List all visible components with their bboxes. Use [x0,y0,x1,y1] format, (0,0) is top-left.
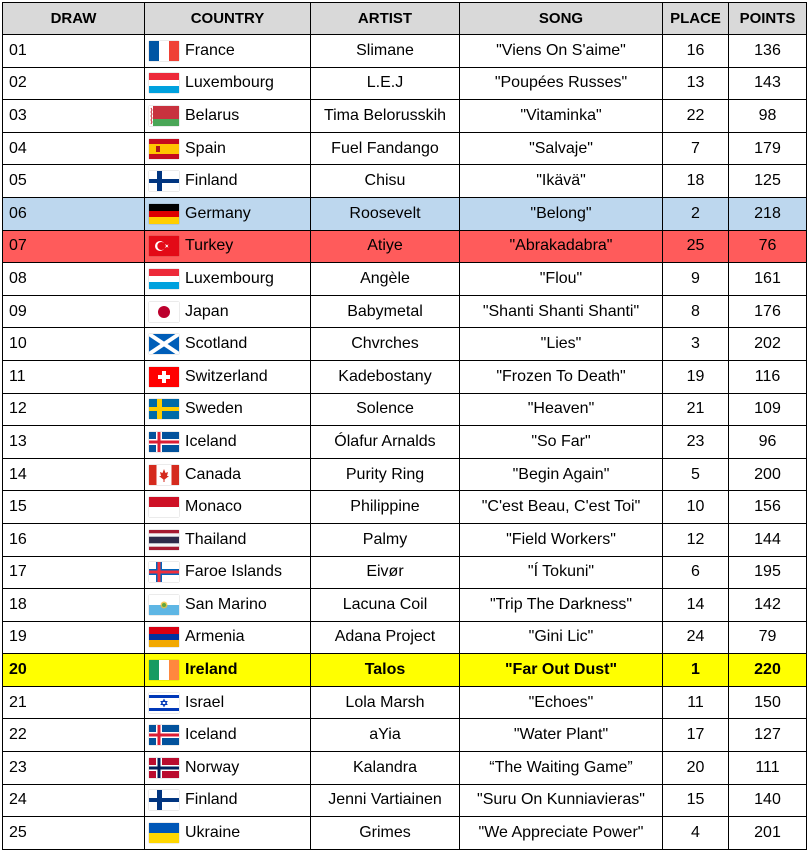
song-cell: "Echoes" [460,686,663,719]
draw-cell: 23 [3,752,145,785]
place-cell: 20 [663,752,729,785]
draw-cell: 01 [3,35,145,68]
table-row [3,67,807,100]
points-cell: 176 [729,295,807,328]
country-cell [145,328,311,361]
country-cell [145,654,311,687]
song-cell: "Begin Again" [460,458,663,491]
japan-flag-icon [149,302,179,322]
country-name: Armenia [185,628,245,646]
finland-flag-icon [149,171,179,191]
country-cell [145,426,311,459]
points-cell: 161 [729,263,807,296]
country-cell [145,719,311,752]
artist-cell: Eivør [311,556,460,589]
country-cell [145,621,311,654]
san-marino-flag-icon [149,595,179,615]
place-cell: 16 [663,35,729,68]
faroe-islands-flag-icon [149,562,179,582]
artist-cell: Palmy [311,523,460,556]
points-cell: 202 [729,328,807,361]
table-row [3,426,807,459]
country-cell [145,67,311,100]
artist-cell: Tima Belorusskih [311,100,460,133]
country-name: Norway [185,758,240,776]
draw-cell: 19 [3,621,145,654]
country-cell [145,132,311,165]
country-cell [145,523,311,556]
song-cell: "Viens On S'aime" [460,35,663,68]
table-row [3,100,807,133]
place-cell: 2 [663,197,729,230]
draw-cell: 22 [3,719,145,752]
draw-cell: 17 [3,556,145,589]
draw-cell: 18 [3,589,145,622]
country-cell [145,100,311,133]
place-cell: 19 [663,360,729,393]
switzerland-flag-icon [149,367,179,387]
artist-cell: Fuel Fandango [311,132,460,165]
place-cell: 22 [663,100,729,133]
ireland-flag-icon [149,660,179,680]
draw-cell: 16 [3,523,145,556]
spain-flag-icon [149,139,179,159]
header-country[interactable]: COUNTRY [145,3,311,35]
country-name: Turkey [185,237,234,255]
canada-flag-icon [149,465,179,485]
country-cell [145,458,311,491]
country-name: Finland [185,791,238,809]
song-cell: "Salvaje" [460,132,663,165]
song-cell: "Suru On Kunniavieras" [460,784,663,817]
table-row [3,230,807,263]
artist-cell: Kadebostany [311,360,460,393]
points-cell: 143 [729,67,807,100]
table-row [3,295,807,328]
place-cell: 8 [663,295,729,328]
artist-cell: Chisu [311,165,460,198]
thailand-flag-icon [149,530,179,550]
points-cell: 111 [729,752,807,785]
country-name: Spain [185,139,226,157]
draw-cell: 14 [3,458,145,491]
place-cell: 14 [663,589,729,622]
draw-cell: 09 [3,295,145,328]
points-cell: 136 [729,35,807,68]
iceland-flag-icon [149,432,179,452]
table-row [3,556,807,589]
table-row [3,817,807,850]
table-row [3,752,807,785]
place-cell: 25 [663,230,729,263]
armenia-flag-icon [149,627,179,647]
song-cell: "Gini Lic" [460,621,663,654]
country-name: Luxembourg [185,74,274,92]
place-cell: 5 [663,458,729,491]
header-points[interactable]: POINTS [729,3,807,35]
country-cell [145,295,311,328]
country-name: Thailand [185,530,247,548]
song-cell: "Trip The Darkness" [460,589,663,622]
country-cell [145,165,311,198]
song-cell: "Flou" [460,263,663,296]
place-cell: 12 [663,523,729,556]
artist-cell: Roosevelt [311,197,460,230]
song-cell: "Frozen To Death" [460,360,663,393]
table-row [3,328,807,361]
country-name: San Marino [185,595,267,613]
table-row [3,686,807,719]
ukraine-flag-icon [149,823,179,843]
place-cell: 13 [663,67,729,100]
country-name: Luxembourg [185,269,274,287]
monaco-flag-icon [149,497,179,517]
country-cell [145,589,311,622]
header-draw[interactable]: DRAW [3,3,145,35]
points-cell: 125 [729,165,807,198]
country-cell [145,784,311,817]
points-cell: 127 [729,719,807,752]
song-cell: "Vitaminka" [460,100,663,133]
country-name: Germany [185,204,251,222]
place-cell: 23 [663,426,729,459]
artist-cell: L.E.J [311,67,460,100]
artist-cell: Babymetal [311,295,460,328]
artist-cell: Philippine [311,491,460,524]
song-cell: "Heaven" [460,393,663,426]
country-cell [145,197,311,230]
artist-cell: Chvrches [311,328,460,361]
song-cell: "Abrakadabra" [460,230,663,263]
draw-cell: 05 [3,165,145,198]
place-cell: 3 [663,328,729,361]
belarus-flag-icon [149,106,179,126]
draw-cell: 21 [3,686,145,719]
country-name: Switzerland [185,367,268,385]
artist-cell: Atiye [311,230,460,263]
artist-cell: Lacuna Coil [311,589,460,622]
draw-cell: 13 [3,426,145,459]
table-row [3,621,807,654]
table-row [3,165,807,198]
song-cell: "Í Tokuni" [460,556,663,589]
israel-flag-icon [149,693,179,713]
song-cell: "Field Workers" [460,523,663,556]
points-cell: 150 [729,686,807,719]
table-row [3,654,807,687]
draw-cell: 10 [3,328,145,361]
song-cell: "Water Plant" [460,719,663,752]
artist-cell: Purity Ring [311,458,460,491]
points-cell: 201 [729,817,807,850]
luxembourg-flag-icon [149,269,179,289]
place-cell: 7 [663,132,729,165]
iceland-flag-icon [149,725,179,745]
points-cell: 140 [729,784,807,817]
country-name: Iceland [185,432,237,450]
place-cell: 21 [663,393,729,426]
place-cell: 24 [663,621,729,654]
country-cell [145,230,311,263]
song-cell: "C'est Beau, C'est Toi" [460,491,663,524]
country-name: Faroe Islands [185,563,282,581]
song-cell: "Lies" [460,328,663,361]
finland-flag-icon [149,790,179,810]
artist-cell: Kalandra [311,752,460,785]
song-cell: "So Far" [460,426,663,459]
country-name: Ireland [185,661,238,679]
country-cell [145,686,311,719]
artist-cell: Slimane [311,35,460,68]
table-row [3,523,807,556]
sweden-flag-icon [149,399,179,419]
country-cell [145,360,311,393]
points-cell: 144 [729,523,807,556]
table-row [3,393,807,426]
country-name: Sweden [185,400,243,418]
country-cell [145,35,311,68]
country-cell [145,263,311,296]
points-cell: 142 [729,589,807,622]
table-row [3,458,807,491]
artist-cell: Jenni Vartiainen [311,784,460,817]
draw-cell: 03 [3,100,145,133]
header-row [3,3,807,35]
header-place[interactable]: PLACE [663,3,729,35]
points-cell: 218 [729,197,807,230]
points-cell: 96 [729,426,807,459]
artist-cell: aYia [311,719,460,752]
country-cell [145,817,311,850]
draw-cell: 25 [3,817,145,850]
points-cell: 109 [729,393,807,426]
draw-cell: 02 [3,67,145,100]
points-cell: 98 [729,100,807,133]
place-cell: 10 [663,491,729,524]
song-cell: “The Waiting Game” [460,752,663,785]
song-cell: "We Appreciate Power" [460,817,663,850]
artist-cell: Grimes [311,817,460,850]
table-row [3,132,807,165]
draw-cell: 04 [3,132,145,165]
draw-cell: 12 [3,393,145,426]
place-cell: 15 [663,784,729,817]
artist-cell: Adana Project [311,621,460,654]
song-cell: "Shanti Shanti Shanti" [460,295,663,328]
country-cell [145,752,311,785]
country-cell [145,393,311,426]
points-cell: 76 [729,230,807,263]
header-song[interactable]: SONG [460,3,663,35]
norway-flag-icon [149,758,179,778]
france-flag-icon [149,41,179,61]
draw-cell: 15 [3,491,145,524]
germany-flag-icon [149,204,179,224]
country-name: Canada [185,465,242,483]
country-name: France [185,41,235,59]
artist-cell: Ólafur Arnalds [311,426,460,459]
country-name: Belarus [185,106,240,124]
turkey-flag-icon [149,236,179,256]
table-row [3,491,807,524]
table-row [3,589,807,622]
draw-cell: 24 [3,784,145,817]
country-cell [145,556,311,589]
luxembourg-flag-icon [149,73,179,93]
place-cell: 4 [663,817,729,850]
points-cell: 116 [729,360,807,393]
country-name: Scotland [185,335,248,353]
artist-cell: Lola Marsh [311,686,460,719]
table-row [3,35,807,68]
points-cell: 179 [729,132,807,165]
table-row [3,197,807,230]
table-row [3,784,807,817]
points-cell: 79 [729,621,807,654]
points-cell: 220 [729,654,807,687]
points-cell: 200 [729,458,807,491]
results-table [2,2,807,850]
country-name: Japan [185,302,229,320]
table-row [3,719,807,752]
table-row [3,263,807,296]
draw-cell: 11 [3,360,145,393]
song-cell: "Belong" [460,197,663,230]
table-row [3,360,807,393]
country-name: Iceland [185,726,237,744]
points-cell: 195 [729,556,807,589]
header-artist[interactable]: ARTIST [311,3,460,35]
country-name: Ukraine [185,824,241,842]
artist-cell: Talos [311,654,460,687]
draw-cell: 07 [3,230,145,263]
draw-cell: 06 [3,197,145,230]
draw-cell: 08 [3,263,145,296]
song-cell: "Far Out Dust" [460,654,663,687]
place-cell: 17 [663,719,729,752]
scotland-flag-icon [149,334,179,354]
place-cell: 11 [663,686,729,719]
song-cell: "Poupées Russes" [460,67,663,100]
country-cell [145,491,311,524]
draw-cell: 20 [3,654,145,687]
place-cell: 1 [663,654,729,687]
artist-cell: Solence [311,393,460,426]
place-cell: 6 [663,556,729,589]
song-cell: "Ikävä" [460,165,663,198]
place-cell: 9 [663,263,729,296]
country-name: Finland [185,172,238,190]
place-cell: 18 [663,165,729,198]
artist-cell: Angèle [311,263,460,296]
country-name: Monaco [185,498,242,516]
country-name: Israel [185,693,225,711]
points-cell: 156 [729,491,807,524]
